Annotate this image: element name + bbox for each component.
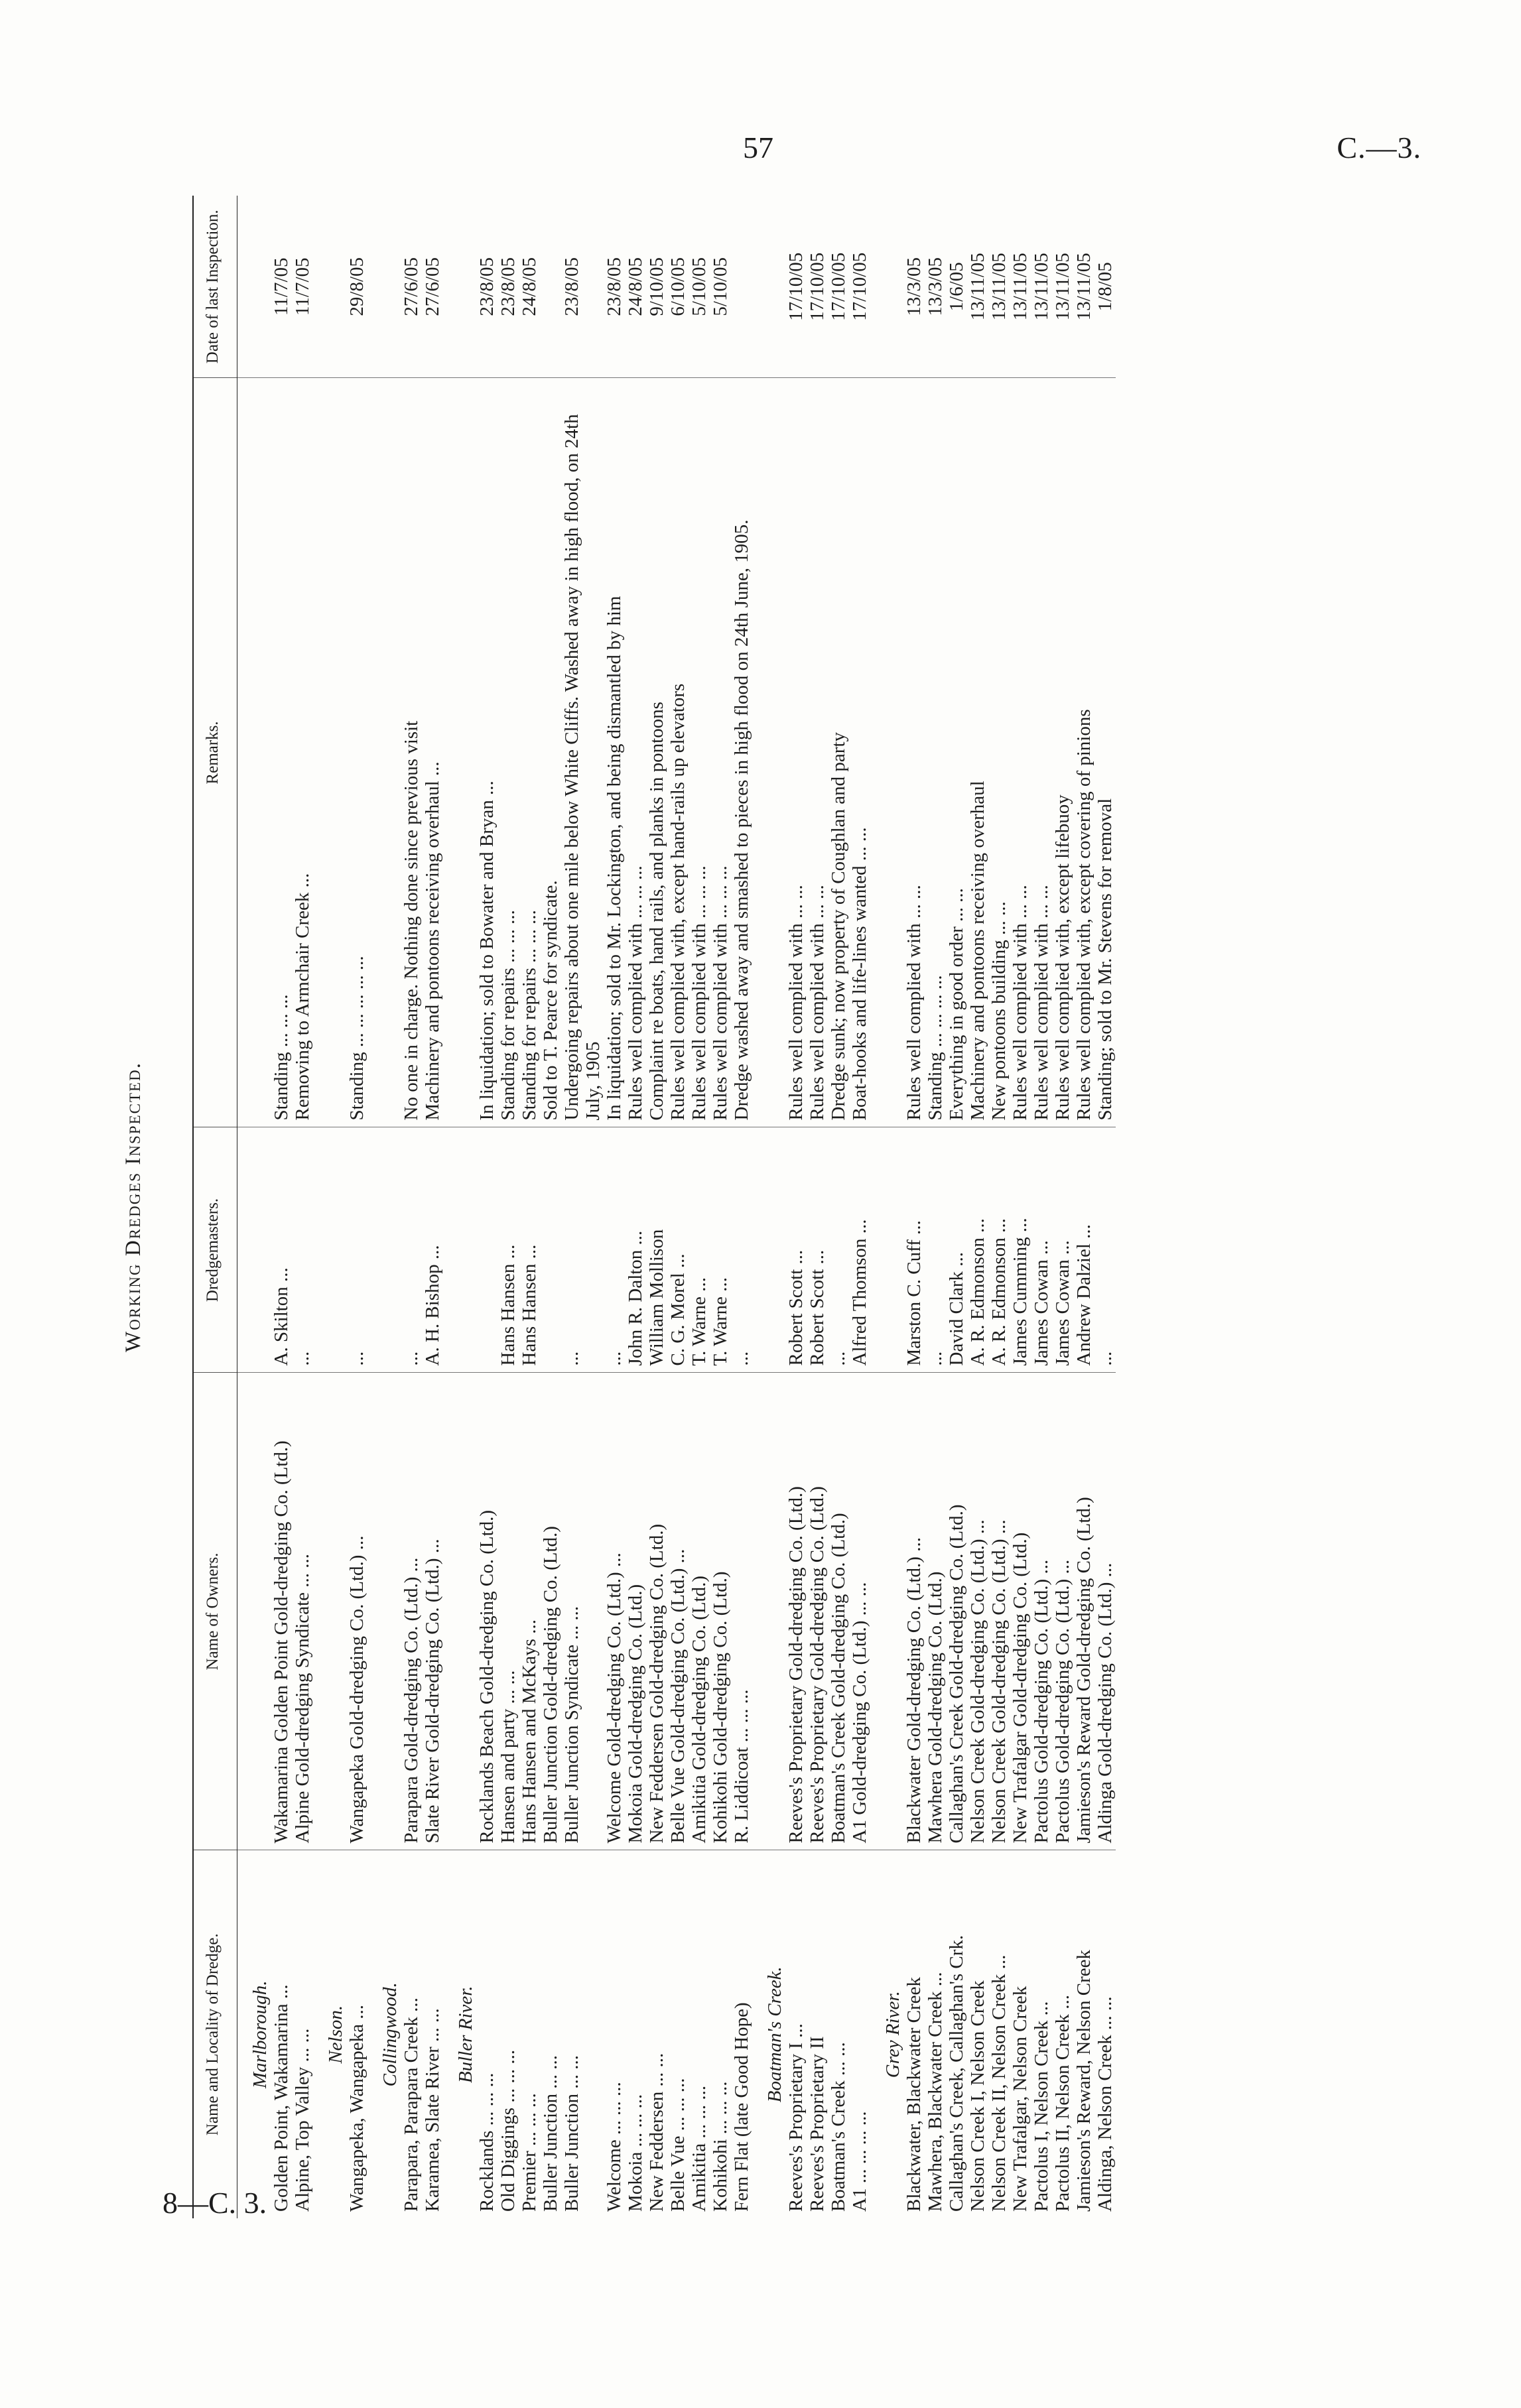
table-row [988, 196, 1010, 2218]
cell-owners: Hansen and party ... ... [497, 1373, 519, 1850]
cell-owners: Alpine Gold-dredging Syndicate ... ... [292, 1373, 313, 1850]
cell-date: 13/3/05 [903, 196, 925, 378]
region-heading: Grey River. [882, 1991, 903, 2078]
cell-remarks: Rules well complied with ... ... [1031, 378, 1052, 1127]
cell-dredge: Welcome ... ... ... [604, 2082, 625, 2212]
cell-date: 13/11/05 [967, 196, 988, 378]
cell-dredgemaster: A. R. Edmonson ... [988, 1127, 1010, 1373]
cell-date: 17/10/05 [785, 196, 807, 378]
cell-dredgemaster: Hans Hansen ... [497, 1127, 519, 1373]
cell-dredgemaster: ... [604, 1127, 625, 1373]
cell-dredgemaster: ... [925, 1127, 946, 1373]
table-row [807, 196, 828, 2218]
cell-owners: Welcome Gold-dredging Co. (Ltd.) ... [604, 1373, 625, 1850]
cell-dredge: A1 ... ... ... ... [849, 2111, 870, 2212]
cell-owners: Boatman's Creek Gold-dredging Co. (Ltd.) [828, 1373, 849, 1850]
table-row [625, 196, 646, 2218]
cell-dredgemaster [540, 1127, 561, 1373]
empty-cell [870, 1127, 903, 1373]
cell-remarks: Rules well complied with, except covering of pinions [1073, 378, 1094, 1127]
table-row [967, 196, 988, 2218]
cell-dredge: Mawhera, Blackwater Creek ... [925, 1972, 946, 2212]
column-header-owners: Name of Owners. [193, 1373, 237, 1850]
region-row [752, 196, 785, 2218]
dredges-table [192, 196, 1116, 2218]
cell-remarks: Rules well complied with ... ... [785, 378, 807, 1127]
empty-cell [367, 196, 401, 378]
empty-cell [443, 1373, 476, 1850]
table-row [731, 196, 752, 2218]
table-row [785, 196, 807, 2218]
empty-cell [367, 1127, 401, 1373]
cell-remarks: Rules well complied with ... ... [1010, 378, 1031, 1127]
table-row [1010, 196, 1031, 2218]
cell-dredgemaster: ... [828, 1127, 849, 1373]
cell-remarks: Rules well complied with ... ... ... [689, 378, 710, 1127]
cell-dredge: Old Diggings ... ... ... [497, 2049, 519, 2212]
cell-dredge: Fern Flat (late Good Hope) [731, 2002, 752, 2212]
table-row [828, 196, 849, 2218]
cell-dredge: Alpine, Top Valley ... ... [292, 2028, 313, 2212]
cell-date: 23/8/05 [561, 196, 604, 378]
cell-owners: Buller Junction Gold-dredging Co. (Ltd.) [540, 1373, 561, 1850]
cell-dredgemaster: James Cowan ... [1031, 1127, 1052, 1373]
table-header-row [193, 196, 237, 2218]
table-row [292, 196, 313, 2218]
cell-owners: Rocklands Beach Gold-dredging Co. (Ltd.) [476, 1373, 497, 1850]
table-row [1052, 196, 1073, 2218]
cell-remarks: No one in charge. Nothing done since previous visit [401, 378, 422, 1127]
empty-cell [443, 1127, 476, 1373]
table-row [1031, 196, 1052, 2218]
table-row [689, 196, 710, 2218]
cell-owners: R. Liddicoat ... ... ... [731, 1373, 752, 1850]
cell-dredgemaster: C. G. Morel ... [667, 1127, 689, 1373]
cell-owners: A1 Gold-dredging Co. (Ltd.) ... ... [849, 1373, 870, 1850]
empty-cell [752, 378, 785, 1127]
cell-owners: Reeves's Proprietary Gold-dredging Co. (Ltd.) [785, 1373, 807, 1850]
cell-date: 6/10/05 [667, 196, 689, 378]
empty-cell [443, 378, 476, 1127]
cell-owners: Pactolus Gold-dredging Co. (Ltd.) ... [1052, 1373, 1073, 1850]
cell-dredgemaster: A. Skilton ... [271, 1127, 292, 1373]
cell-date: 13/11/05 [1010, 196, 1031, 378]
cell-dredge: Pactolus II, Nelson Creek ... [1052, 1995, 1073, 2212]
cell-dredgemaster: David Clark ... [946, 1127, 967, 1373]
cell-owners: Jamieson's Reward Gold-dredging Co. (Ltd.) [1073, 1373, 1094, 1850]
empty-cell [870, 1373, 903, 1850]
cell-date: 9/10/05 [646, 196, 667, 378]
cell-remarks: Removing to Armchair Creek ... [292, 378, 313, 1127]
cell-owners: Pactolus Gold-dredging Co. (Ltd.) ... [1031, 1373, 1052, 1850]
table-row [346, 196, 367, 2218]
cell-remarks: Dredge sunk; now property of Coughlan and party [828, 378, 849, 1127]
cell-remarks: Boat-hooks and life-lines wanted ... ... [849, 378, 870, 1127]
cell-owners: Aldinga Gold-dredging Co. (Ltd.) ... [1094, 1373, 1116, 1850]
cell-dredgemaster: John R. Dalton ... [625, 1127, 646, 1373]
cell-owners: Buller Junction Syndicate ... ... [561, 1373, 604, 1850]
cell-owners: New Feddersen Gold-dredging Co. (Ltd.) [646, 1373, 667, 1850]
empty-cell [237, 1127, 271, 1373]
cell-date: 23/8/05 [497, 196, 519, 378]
cell-owners: Slate River Gold-dredging Co. (Ltd.) ... [422, 1373, 443, 1850]
cell-owners: Parapara Gold-dredging Co. (Ltd.) ... [401, 1373, 422, 1850]
region-heading: Marlborough. [249, 1980, 271, 2088]
table-row [271, 196, 292, 2218]
cell-dredgemaster: ... [731, 1127, 752, 1373]
cell-dredgemaster: Andrew Dalziel ... [1073, 1127, 1094, 1373]
empty-cell [313, 196, 346, 378]
cell-owners: Hans Hansen and McKays ... [519, 1373, 540, 1850]
empty-cell [313, 1127, 346, 1373]
cell-owners: Amikitia Gold-dredging Co. (Ltd.) [689, 1373, 710, 1850]
table-row [401, 196, 422, 2218]
cell-dredge: Amikitia ... ... ... [689, 2085, 710, 2212]
table-row [476, 196, 497, 2218]
cell-dredge: Reeves's Proprietary I ... [785, 2023, 807, 2212]
cell-dredgemaster: Hans Hansen ... [519, 1127, 540, 1373]
cell-remarks: Standing ... ... ... [271, 378, 292, 1127]
cell-dredgemaster: James Cumming ... [1010, 1127, 1031, 1373]
empty-cell [752, 1127, 785, 1373]
cell-date [731, 196, 752, 378]
cell-dredgemaster: ... [561, 1127, 604, 1373]
cell-date: 1/8/05 [1094, 196, 1116, 378]
table-row [1073, 196, 1094, 2218]
empty-cell [367, 378, 401, 1127]
cell-dredge: Kohikohi ... ... ... [710, 2081, 731, 2212]
page-number: 57 [743, 131, 773, 164]
cell-remarks: In liquidation; sold to Bowater and Bryan ... [476, 378, 497, 1127]
cell-owners: Callaghan's Creek Gold-dredging Co. (Ltd.) [946, 1373, 967, 1850]
empty-cell [443, 196, 476, 378]
cell-date: 11/7/05 [292, 196, 313, 378]
cell-dredge: Reeves's Proprietary II [807, 2036, 828, 2212]
cell-remarks: Complaint re boats, hand rails, and planks in pontoons [646, 378, 667, 1127]
cell-dredgemaster: Robert Scott ... [785, 1127, 807, 1373]
cell-dredge: Blackwater, Blackwater Creek [903, 1977, 925, 2212]
cell-date: 1/6/05 [946, 196, 967, 378]
empty-cell [237, 196, 271, 378]
cell-dredge: Wangapeka, Wangapeka ... [346, 2004, 367, 2212]
cell-owners: Kohikohi Gold-dredging Co. (Ltd.) [710, 1373, 731, 1850]
cell-owners: Blackwater Gold-dredging Co. (Ltd.) ... [903, 1373, 925, 1850]
empty-cell [870, 196, 903, 378]
table-row [604, 196, 625, 2218]
cell-dredge: Belle Vue ... ... ... [667, 2078, 689, 2212]
column-header-dredgemasters: Dredgemasters. [193, 1127, 237, 1373]
empty-cell [752, 1373, 785, 1850]
cell-dredgemaster: ... [292, 1127, 313, 1373]
cell-dredgemaster: T. Warne ... [710, 1127, 731, 1373]
cell-date: 17/10/05 [828, 196, 849, 378]
cell-date: 27/6/05 [422, 196, 443, 378]
cell-dredge: Mokoia ... ... ... [625, 2094, 646, 2212]
cell-dredge: Premier ... ... ... [519, 2093, 540, 2212]
cell-remarks: Rules well complied with ... ... ... [710, 378, 731, 1127]
signature-mark: 8—C. 3. [163, 2186, 267, 2220]
cell-date: 13/11/05 [1052, 196, 1073, 378]
cell-dredge: Karamea, Slate River ... ... [422, 2008, 443, 2212]
empty-cell [237, 1373, 271, 1850]
cell-date: 17/10/05 [807, 196, 828, 378]
cell-dredge: Rocklands ... ... ... [476, 2072, 497, 2212]
cell-date: 13/11/05 [1073, 196, 1094, 378]
cell-remarks: Standing ... ... ... ... [925, 378, 946, 1127]
table-row [561, 196, 604, 2218]
cell-dredgemaster: ... [346, 1127, 367, 1373]
cell-date: 13/11/05 [1031, 196, 1052, 378]
cell-date [540, 196, 561, 378]
empty-cell [870, 378, 903, 1127]
region-heading: Boatman's Creek. [764, 1966, 785, 2103]
empty-cell [367, 1373, 401, 1850]
cell-dredge: Nelson Creek II, Nelson Creek ... [988, 1954, 1010, 2212]
cell-dredge: Nelson Creek I, Nelson Creek [967, 1980, 988, 2212]
region-row [313, 196, 346, 2218]
cell-remarks: Machinery and pontoons receiving overhaul [967, 378, 988, 1127]
cell-date: 13/11/05 [988, 196, 1010, 378]
cell-dredgemaster: Robert Scott ... [807, 1127, 828, 1373]
cell-remarks: Standing ... ... ... ... ... [346, 378, 367, 1127]
cell-remarks: Rules well complied with, except hand-rails up elevators [667, 378, 689, 1127]
cell-remarks: Rules well complied with, except lifebuoy [1052, 378, 1073, 1127]
cell-remarks: Rules well complied with ... ... ... [625, 378, 646, 1127]
cell-dredgemaster: Marston C. Cuff ... [903, 1127, 925, 1373]
table-row [667, 196, 689, 2218]
table-title: Working Dredges Inspected. [121, 1062, 145, 1352]
cell-dredge: Pactolus I, Nelson Creek ... [1031, 2001, 1052, 2212]
region-row [870, 196, 903, 2218]
empty-cell [313, 1373, 346, 1850]
cell-date: 23/8/05 [604, 196, 625, 378]
cell-dredgemaster: Alfred Thomson ... [849, 1127, 870, 1373]
cell-owners: New Trafalgar Gold-dredging Co. (Ltd.) [1010, 1373, 1031, 1850]
table-row [849, 196, 870, 2218]
cell-date: 29/8/05 [346, 196, 367, 378]
cell-date: 17/10/05 [849, 196, 870, 378]
cell-dredge: Callaghan's Creek, Callaghan's Crk. [946, 1934, 967, 2212]
empty-cell [313, 378, 346, 1127]
cell-dredgemaster: A. R. Edmonson ... [967, 1127, 988, 1373]
cell-dredge: Parapara, Parapara Creek ... [401, 1997, 422, 2212]
cell-dredge: New Trafalgar, Nelson Creek [1010, 1986, 1031, 2212]
cell-dredgemaster: James Cowan ... [1052, 1127, 1073, 1373]
cell-owners: Mokoia Gold-dredging Co. (Ltd.) [625, 1373, 646, 1850]
region-heading: Collingwood. [379, 1982, 401, 2087]
cell-dredgemaster: William Mollison [646, 1127, 667, 1373]
region-row [443, 196, 476, 2218]
rotated-table-container [123, 196, 1443, 2218]
table-row [1094, 196, 1116, 2218]
region-row [367, 196, 401, 2218]
cell-dredge: Golden Point, Wakamarina ... [271, 1984, 292, 2212]
cell-remarks: Standing for repairs ... ... ... [519, 378, 540, 1127]
cell-remarks: Rules well complied with ... ... [807, 378, 828, 1127]
cell-dredge: Jamieson's Reward, Nelson Creek [1073, 1949, 1094, 2212]
table-row [422, 196, 443, 2218]
table-row [497, 196, 519, 2218]
table-row [540, 196, 561, 2218]
cell-owners: Nelson Creek Gold-dredging Co. (Ltd.) ... [967, 1373, 988, 1850]
table-row [710, 196, 731, 2218]
column-header-remarks: Remarks. [193, 378, 237, 1127]
cell-date: 11/7/05 [271, 196, 292, 378]
column-header-date: Date of last Inspection. [193, 196, 237, 378]
cell-dredge: New Feddersen ... ... [646, 2053, 667, 2212]
column-header-dredge: Name and Locality of Dredge. [193, 1850, 237, 2218]
table-body [237, 196, 1116, 2218]
table-row [519, 196, 540, 2218]
table-row [925, 196, 946, 2218]
cell-remarks: New pontoons building ... ... [988, 378, 1010, 1127]
cell-owners: Wangapeka Gold-dredging Co. (Ltd.) ... [346, 1373, 367, 1850]
cell-dredge: Buller Junction ... ... [540, 2055, 561, 2212]
cell-dredgemaster: ... [401, 1127, 422, 1373]
cell-dredge: Boatman's Creek ... ... [828, 2042, 849, 2212]
cell-remarks: Rules well complied with ... ... [903, 378, 925, 1127]
cell-date: 24/8/05 [625, 196, 646, 378]
cell-dredgemaster: ... [1094, 1127, 1116, 1373]
cell-remarks: Dredge washed away and smashed to pieces in high flood on 24th June, 1905. [731, 378, 752, 1127]
cell-dredgemaster: A. H. Bishop ... [422, 1127, 443, 1373]
table-row [903, 196, 925, 2218]
cell-date: 5/10/05 [710, 196, 731, 378]
cell-dredgemaster [476, 1127, 497, 1373]
cell-remarks: Machinery and pontoons receiving overhaul ... [422, 378, 443, 1127]
cell-owners: Nelson Creek Gold-dredging Co. (Ltd.) ... [988, 1373, 1010, 1850]
cell-date: 13/3/05 [925, 196, 946, 378]
cell-date: 23/8/05 [476, 196, 497, 378]
region-row [237, 196, 271, 2218]
cell-remarks: Standing; sold to Mr. Stevens for removal [1094, 378, 1116, 1127]
region-heading: Nelson. [325, 2005, 346, 2064]
cell-dredge: Aldinga, Nelson Creek ... ... [1094, 1996, 1116, 2212]
cell-owners: Belle Vue Gold-dredging Co. (Ltd.) ... [667, 1373, 689, 1850]
empty-cell [752, 196, 785, 378]
cell-owners: Mawhera Gold-dredging Co. (Ltd.) [925, 1373, 946, 1850]
cell-remarks: In liquidation; sold to Mr. Lockington, and being dismantled by him [604, 378, 625, 1127]
cell-remarks: Sold to T. Pearce for syndicate. [540, 378, 561, 1127]
cell-date: 27/6/05 [401, 196, 422, 378]
cell-remarks: Standing for repairs ... ... ... [497, 378, 519, 1127]
table-row [946, 196, 967, 2218]
cell-owners: Reeves's Proprietary Gold-dredging Co. (Ltd.) [807, 1373, 828, 1850]
cell-dredgemaster: T. Warne ... [689, 1127, 710, 1373]
cell-owners: Wakamarina Golden Point Gold-dredging Co. (Ltd.) [271, 1373, 292, 1850]
document-code: C.—3. [1337, 131, 1422, 164]
region-heading: Buller River. [455, 1986, 476, 2084]
cell-date: 24/8/05 [519, 196, 540, 378]
cell-remarks: Undergoing repairs about one mile below White Cliffs. Washed away in high flood, on 24th July, 1905 [561, 378, 604, 1127]
cell-date: 5/10/05 [689, 196, 710, 378]
empty-cell [237, 378, 271, 1127]
cell-dredge: Buller Junction ... ... [561, 2055, 582, 2212]
table-row [646, 196, 667, 2218]
cell-remarks: Everything in good order ... ... [946, 378, 967, 1127]
